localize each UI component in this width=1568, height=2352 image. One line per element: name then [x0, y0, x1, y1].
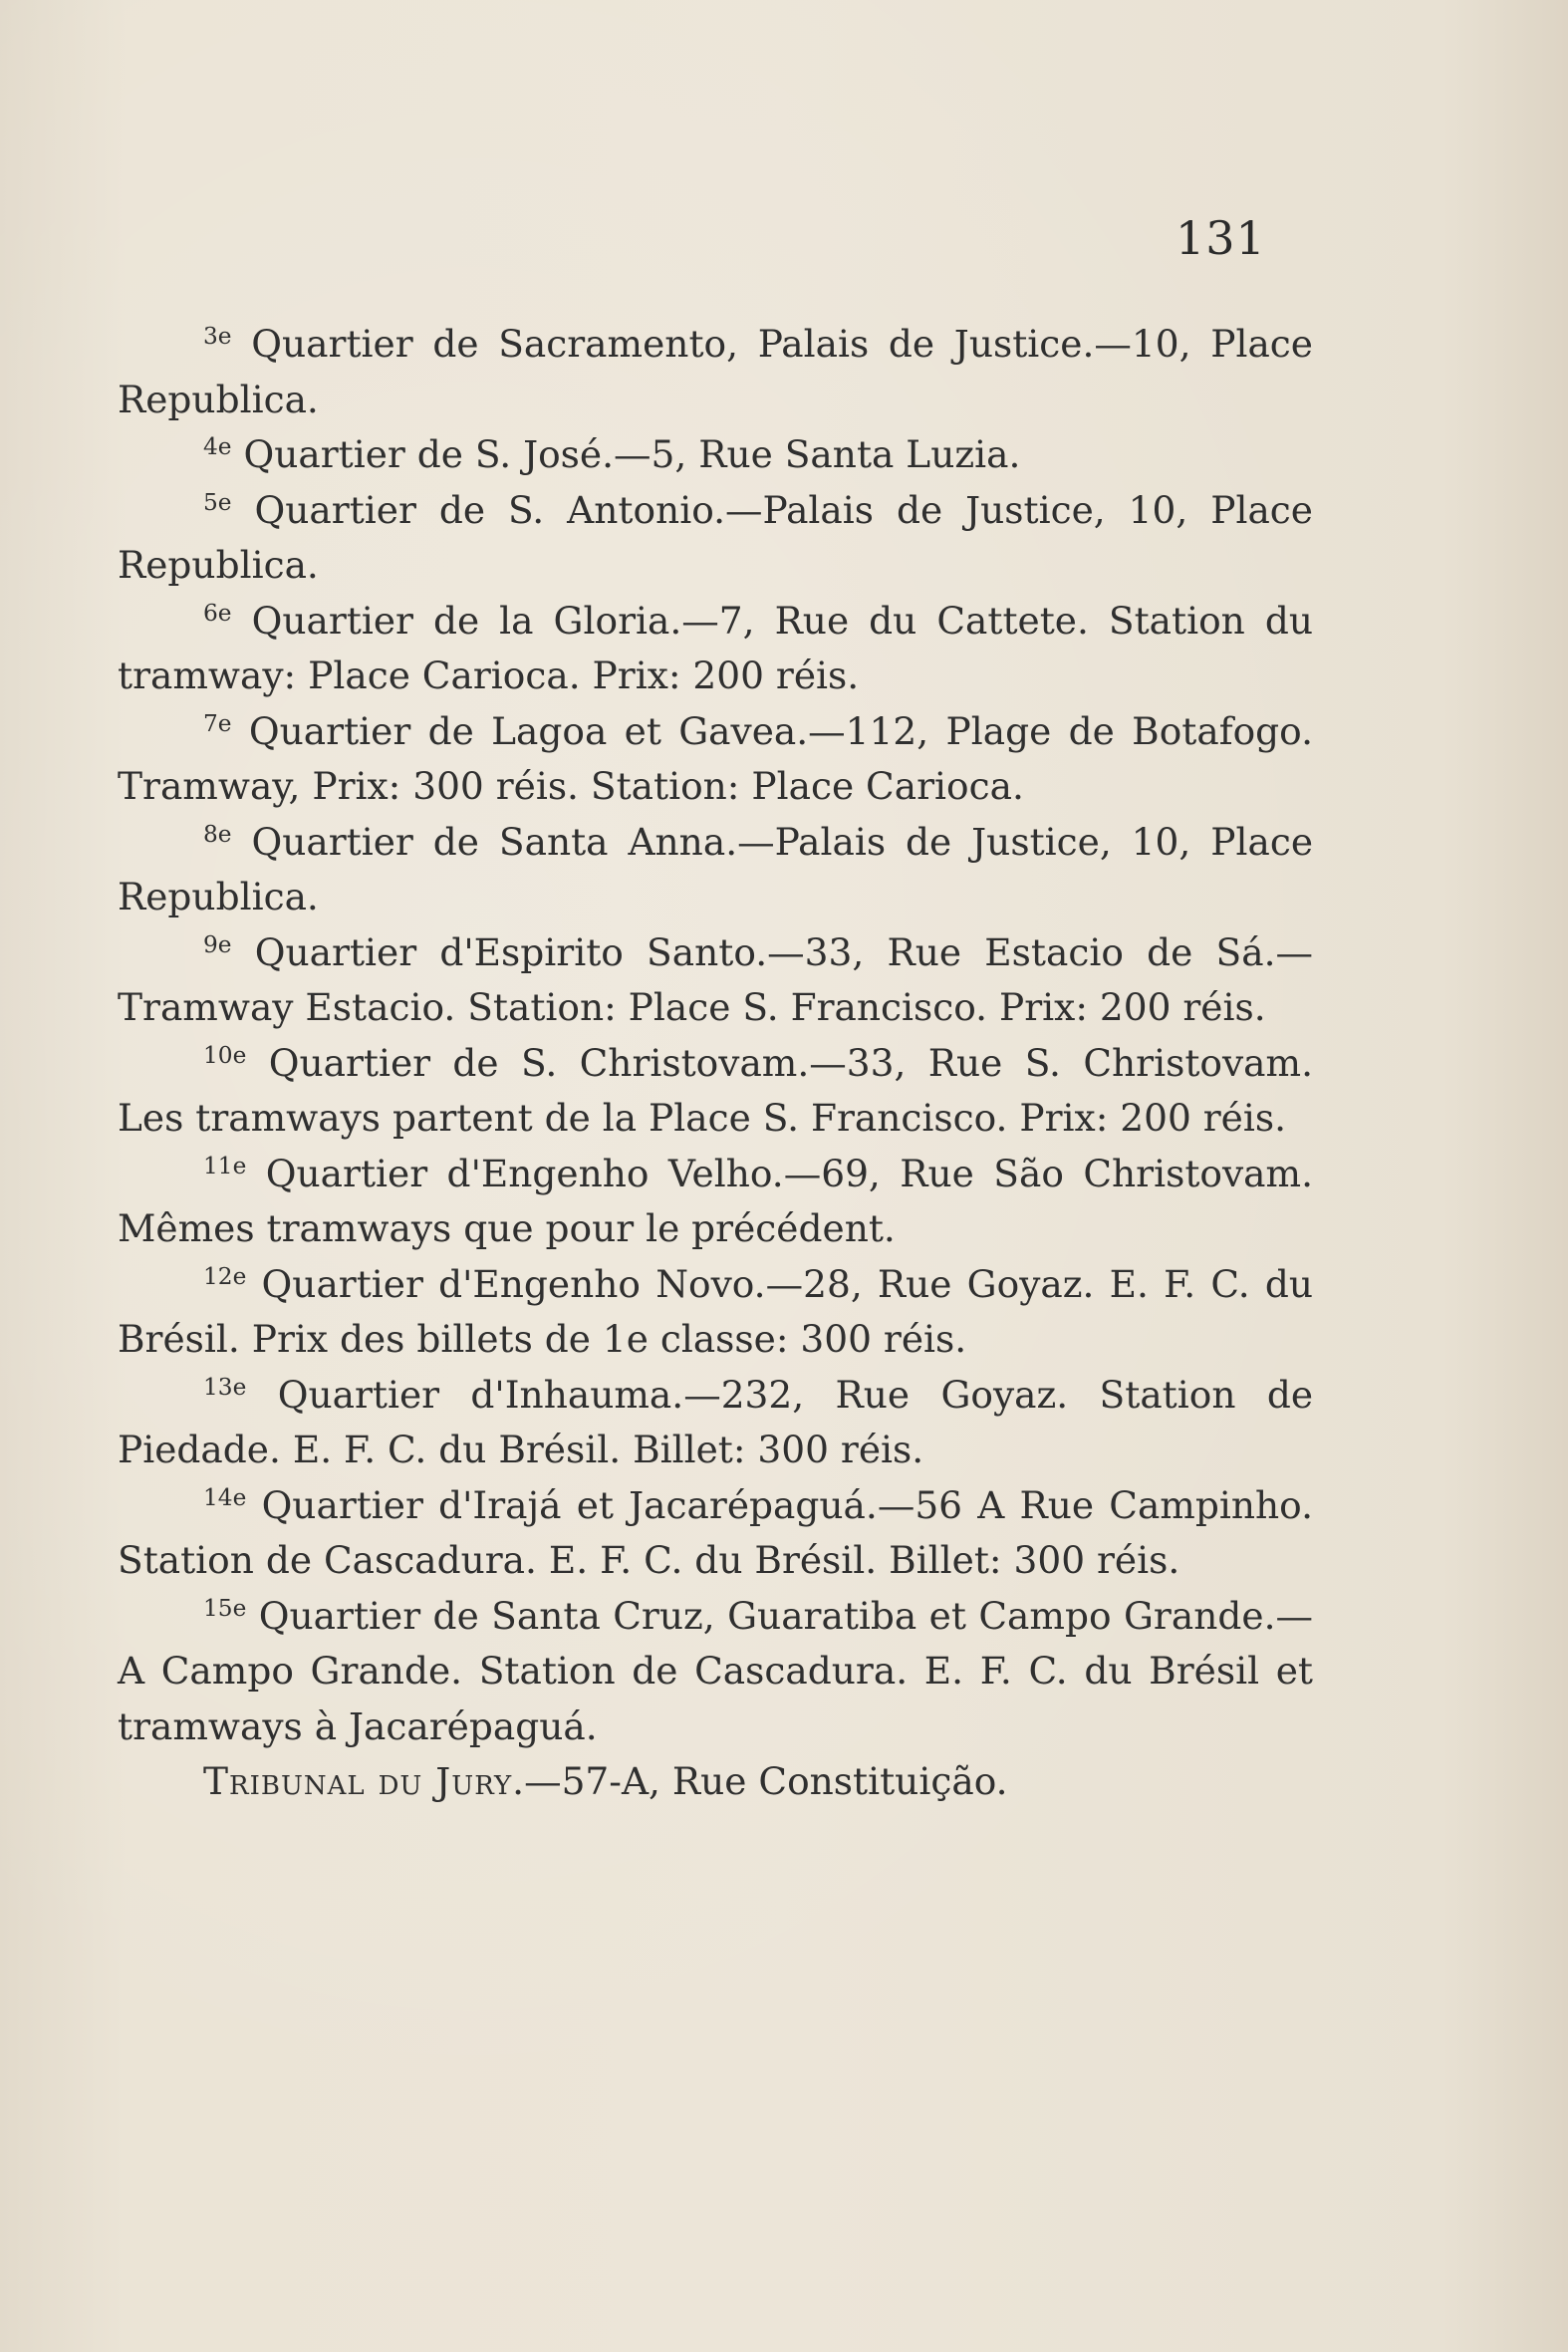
entry-ordinal: 8e — [203, 820, 232, 848]
entry-ordinal: 9e — [203, 930, 232, 958]
entry-tribunal — [118, 1754, 1313, 1810]
entry-text: Quartier d'Engenho Novo.—28, Rue Goyaz. E. F. C. du Brésil. Prix des billets de 1e classe: 300 réis. — [118, 1261, 1313, 1361]
entry-13 — [118, 1368, 1313, 1478]
entry-text: Quartier de Lagoa et Gavea.—112, Plage de Botafogo. Tramway, Prix: 300 réis. Station: Place Carioca. — [118, 708, 1313, 808]
entry-5 — [118, 483, 1313, 594]
entry-ordinal: 6e — [203, 599, 232, 627]
entry-6 — [118, 594, 1313, 704]
entry-text: Quartier d'Espirito Santo.—33, Rue Estacio de Sá.—Tramway Estacio. Station: Place S. Francisco. Prix: 200 réis. — [118, 929, 1314, 1029]
entry-3 — [118, 317, 1313, 427]
tribunal-heading: Tribunal du Jury — [203, 1759, 513, 1803]
entry-8 — [118, 815, 1313, 925]
entry-ordinal: 15e — [203, 1594, 247, 1622]
entry-9 — [118, 925, 1313, 1036]
entry-4 — [118, 427, 1313, 483]
entry-15 — [118, 1589, 1313, 1755]
entry-ordinal: 5e — [203, 488, 232, 516]
entry-12 — [118, 1257, 1313, 1368]
entry-text: Quartier de la Gloria.—7, Rue du Cattete. Station du tramway: Place Carioca. Prix: 200 réis. — [118, 598, 1314, 697]
entry-text: Quartier d'Irajá et Jacarépaguá.—56 A Rue Campinho. Station de Cascadura. E. F. C. du Brésil. Billet: 300 réis. — [118, 1482, 1314, 1582]
page-number: 131 — [1176, 211, 1266, 265]
entry-text: Quartier de Sacramento, Palais de Justice.—10, Place Republica. — [118, 322, 1314, 421]
entry-ordinal: 7e — [203, 709, 232, 737]
entry-ordinal: 12e — [203, 1262, 247, 1290]
entry-text: Quartier de Santa Anna.—Palais de Justice, 10, Place Republica. — [118, 819, 1314, 918]
entry-ordinal: 14e — [203, 1483, 247, 1511]
entry-11 — [118, 1147, 1313, 1257]
entry-14 — [118, 1478, 1313, 1589]
entry-text: Quartier de S. José.—5, Rue Santa Luzia. — [243, 432, 1021, 476]
entry-10 — [118, 1036, 1313, 1147]
entry-text: Quartier de S. Antonio.—Palais de Justice, 10, Place Republica. — [118, 487, 1313, 587]
tribunal-text: .—57-A, Rue Constituição. — [512, 1759, 1008, 1803]
text-body — [118, 317, 1313, 1810]
entry-7 — [118, 704, 1313, 815]
entry-ordinal: 13e — [203, 1373, 247, 1401]
entry-text: Quartier de S. Christovam.—33, Rue S. Christovam. Les tramways partent de la Place S. Francisco. Prix: 200 réis. — [118, 1040, 1313, 1140]
entry-ordinal: 4e — [203, 433, 232, 461]
entry-text: Quartier d'Engenho Velho.—69, Rue São Christovam. Mêmes tramways que pour le précédent. — [118, 1151, 1313, 1250]
entry-text: Quartier d'Inhauma.—232, Rue Goyaz. Station de Piedade. E. F. C. du Brésil. Billet: 300 réis. — [118, 1372, 1314, 1471]
entry-text: Quartier de Santa Cruz, Guaratiba et Campo Grande.—A Campo Grande. Station de Cascadura. E. F. C. du Brésil et tramways à Jacarépaguá. — [118, 1593, 1313, 1748]
entry-ordinal: 10e — [203, 1041, 247, 1069]
entry-ordinal: 11e — [203, 1152, 247, 1179]
entry-ordinal: 3e — [203, 323, 232, 351]
